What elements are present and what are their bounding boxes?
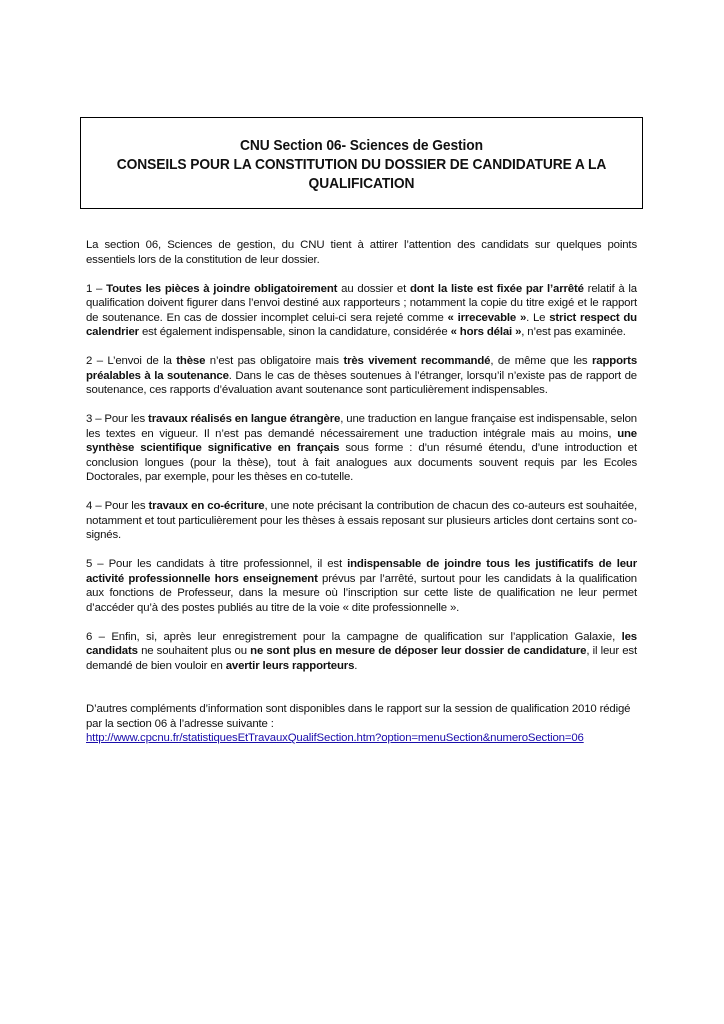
p1-bold: « irrecevable » bbox=[447, 311, 527, 324]
paragraph-2 bbox=[86, 354, 637, 398]
p4-bold: travaux en co-écriture bbox=[148, 500, 265, 512]
intro-paragraph: La section 06, Sciences de gestion, du CNU tient à attirer l’attention des candidats sur quelques points essentiels lors de la constitution de leur dossier. bbox=[86, 239, 637, 266]
p2-text: , de même que les bbox=[490, 355, 592, 367]
document-subtitle-line-1: CONSEILS POUR LA CONSTITUTION DU DOSSIER DE CANDIDATURE A LA bbox=[116, 156, 607, 173]
section-url-link[interactable]: http://www.cpcnu.fr/statistiquesEtTravauxQualifSection.htm?option=menuSection&numeroSection=06 bbox=[86, 732, 584, 744]
footer-block bbox=[86, 702, 637, 746]
p1-text: . Le bbox=[526, 311, 550, 324]
p3-bold: travaux réalisés en langue étrangère bbox=[148, 413, 341, 425]
p6-bold: les candidats bbox=[86, 630, 637, 657]
p1-text: au dossier et bbox=[337, 282, 410, 295]
p1-bold: « hors délai » bbox=[450, 326, 522, 338]
p1-text: 1 – bbox=[86, 282, 107, 295]
p6-bold: ne sont plus en mesure de déposer leur dossier de candidature bbox=[250, 645, 587, 657]
p6-text: . bbox=[354, 659, 358, 672]
p1-text: est également indispensable, sinon la candidature, considérée bbox=[138, 326, 451, 338]
p4-text: , une note précisant la contribution de chacun des co-auteurs est souhaitée, notamment et tout particulièrement pour les thèses à essais reposant sur plusieurs articles dont certains sont co-signés. bbox=[86, 500, 637, 541]
p1-bold: dont la liste est fixée par l’arrêté bbox=[410, 282, 584, 295]
p1-text: , n’est pas examinée. bbox=[521, 326, 626, 338]
p2-bold: rapports préalables à la soutenance bbox=[86, 355, 638, 382]
paragraph-4 bbox=[86, 499, 637, 543]
p6-text: 6 – Enfin, si, après leur enregistrement pour la campagne de qualification sur l’application Galaxie, bbox=[86, 630, 622, 643]
footer-paragraph bbox=[86, 702, 637, 746]
p1-text: relatif à la qualification doivent figurer dans l’envoi destiné aux rapporteurs ; notamment la copie du titre exigé et le rapport de soutenance. En cas de dossier incomplet celui-ci sera rejeté comme bbox=[86, 282, 637, 324]
p3-bold: une synthèse scientifique significative en français bbox=[86, 427, 637, 454]
paragraph-3 bbox=[86, 412, 637, 485]
p5-text: prévus par l’arrêté, surtout pour les candidats à la qualification aux fonctions de Professeur, dans la mesure où l’inscription sur cette liste de qualification ne leur permet d’accéder qu’à des postes publiés au titre de la voie « dite professionnelle ». bbox=[86, 572, 637, 614]
paragraph-5 bbox=[86, 557, 637, 615]
paragraph-1 bbox=[86, 282, 637, 340]
p1-bold: strict respect du calendrier bbox=[86, 311, 637, 338]
p6-text: , il leur est demandé de bien vouloir en bbox=[86, 645, 637, 672]
p2-text: n’est pas obligatoire mais bbox=[205, 355, 344, 367]
p1-bold: Toutes les pièces à joindre obligatoirement bbox=[106, 282, 338, 295]
p6-bold: avertir leurs rapporteurs bbox=[225, 659, 355, 672]
p2-bold: très vivement recommandé bbox=[343, 355, 491, 367]
p4-text: 4 – Pour les bbox=[86, 500, 149, 512]
p2-text: 2 – L’envoi de la bbox=[86, 355, 177, 367]
p6-text: ne souhaitent plus ou bbox=[137, 645, 251, 657]
document-body bbox=[86, 238, 637, 746]
document-title: CNU Section 06- Sciences de Gestion bbox=[240, 137, 483, 154]
p5-text: 5 – Pour les candidats à titre professionnel, il est bbox=[86, 558, 348, 570]
p2-bold: thèse bbox=[176, 355, 206, 367]
p3-text: , une traduction en langue française est indispensable, selon les textes en vigueur. Il n’est pas demandé nécessairement une traduction intégrale mais au moins, bbox=[86, 413, 637, 440]
title-box bbox=[80, 117, 643, 209]
p5-bold: indispensable de joindre tous les justificatifs de leur activité professionnelle hors enseignement bbox=[86, 558, 637, 585]
p3-text: sous forme : d’un résumé étendu, d’une introduction et conclusion longues (pour la thèse), tout à fait analogues aux documents souvent requis par les Ecoles Doctorales, par exemple, pour les thèses en co-tutelle. bbox=[86, 442, 638, 483]
document-subtitle-line-2: QUALIFICATION bbox=[308, 175, 415, 192]
footer-text: D’autres compléments d’information sont disponibles dans le rapport sur la session de qualification 2010 rédigé par la section 06 à l’adresse suivante : bbox=[86, 703, 631, 730]
p2-text: . Dans le cas de thèses soutenues à l’étranger, lorsqu’il n’existe pas de rapport de soutenance, ces rapports d’évaluation avant soutenance sont particulièrement indispensables. bbox=[86, 369, 637, 396]
paragraph-6 bbox=[86, 630, 637, 674]
p3-text: 3 – Pour les bbox=[86, 413, 149, 425]
